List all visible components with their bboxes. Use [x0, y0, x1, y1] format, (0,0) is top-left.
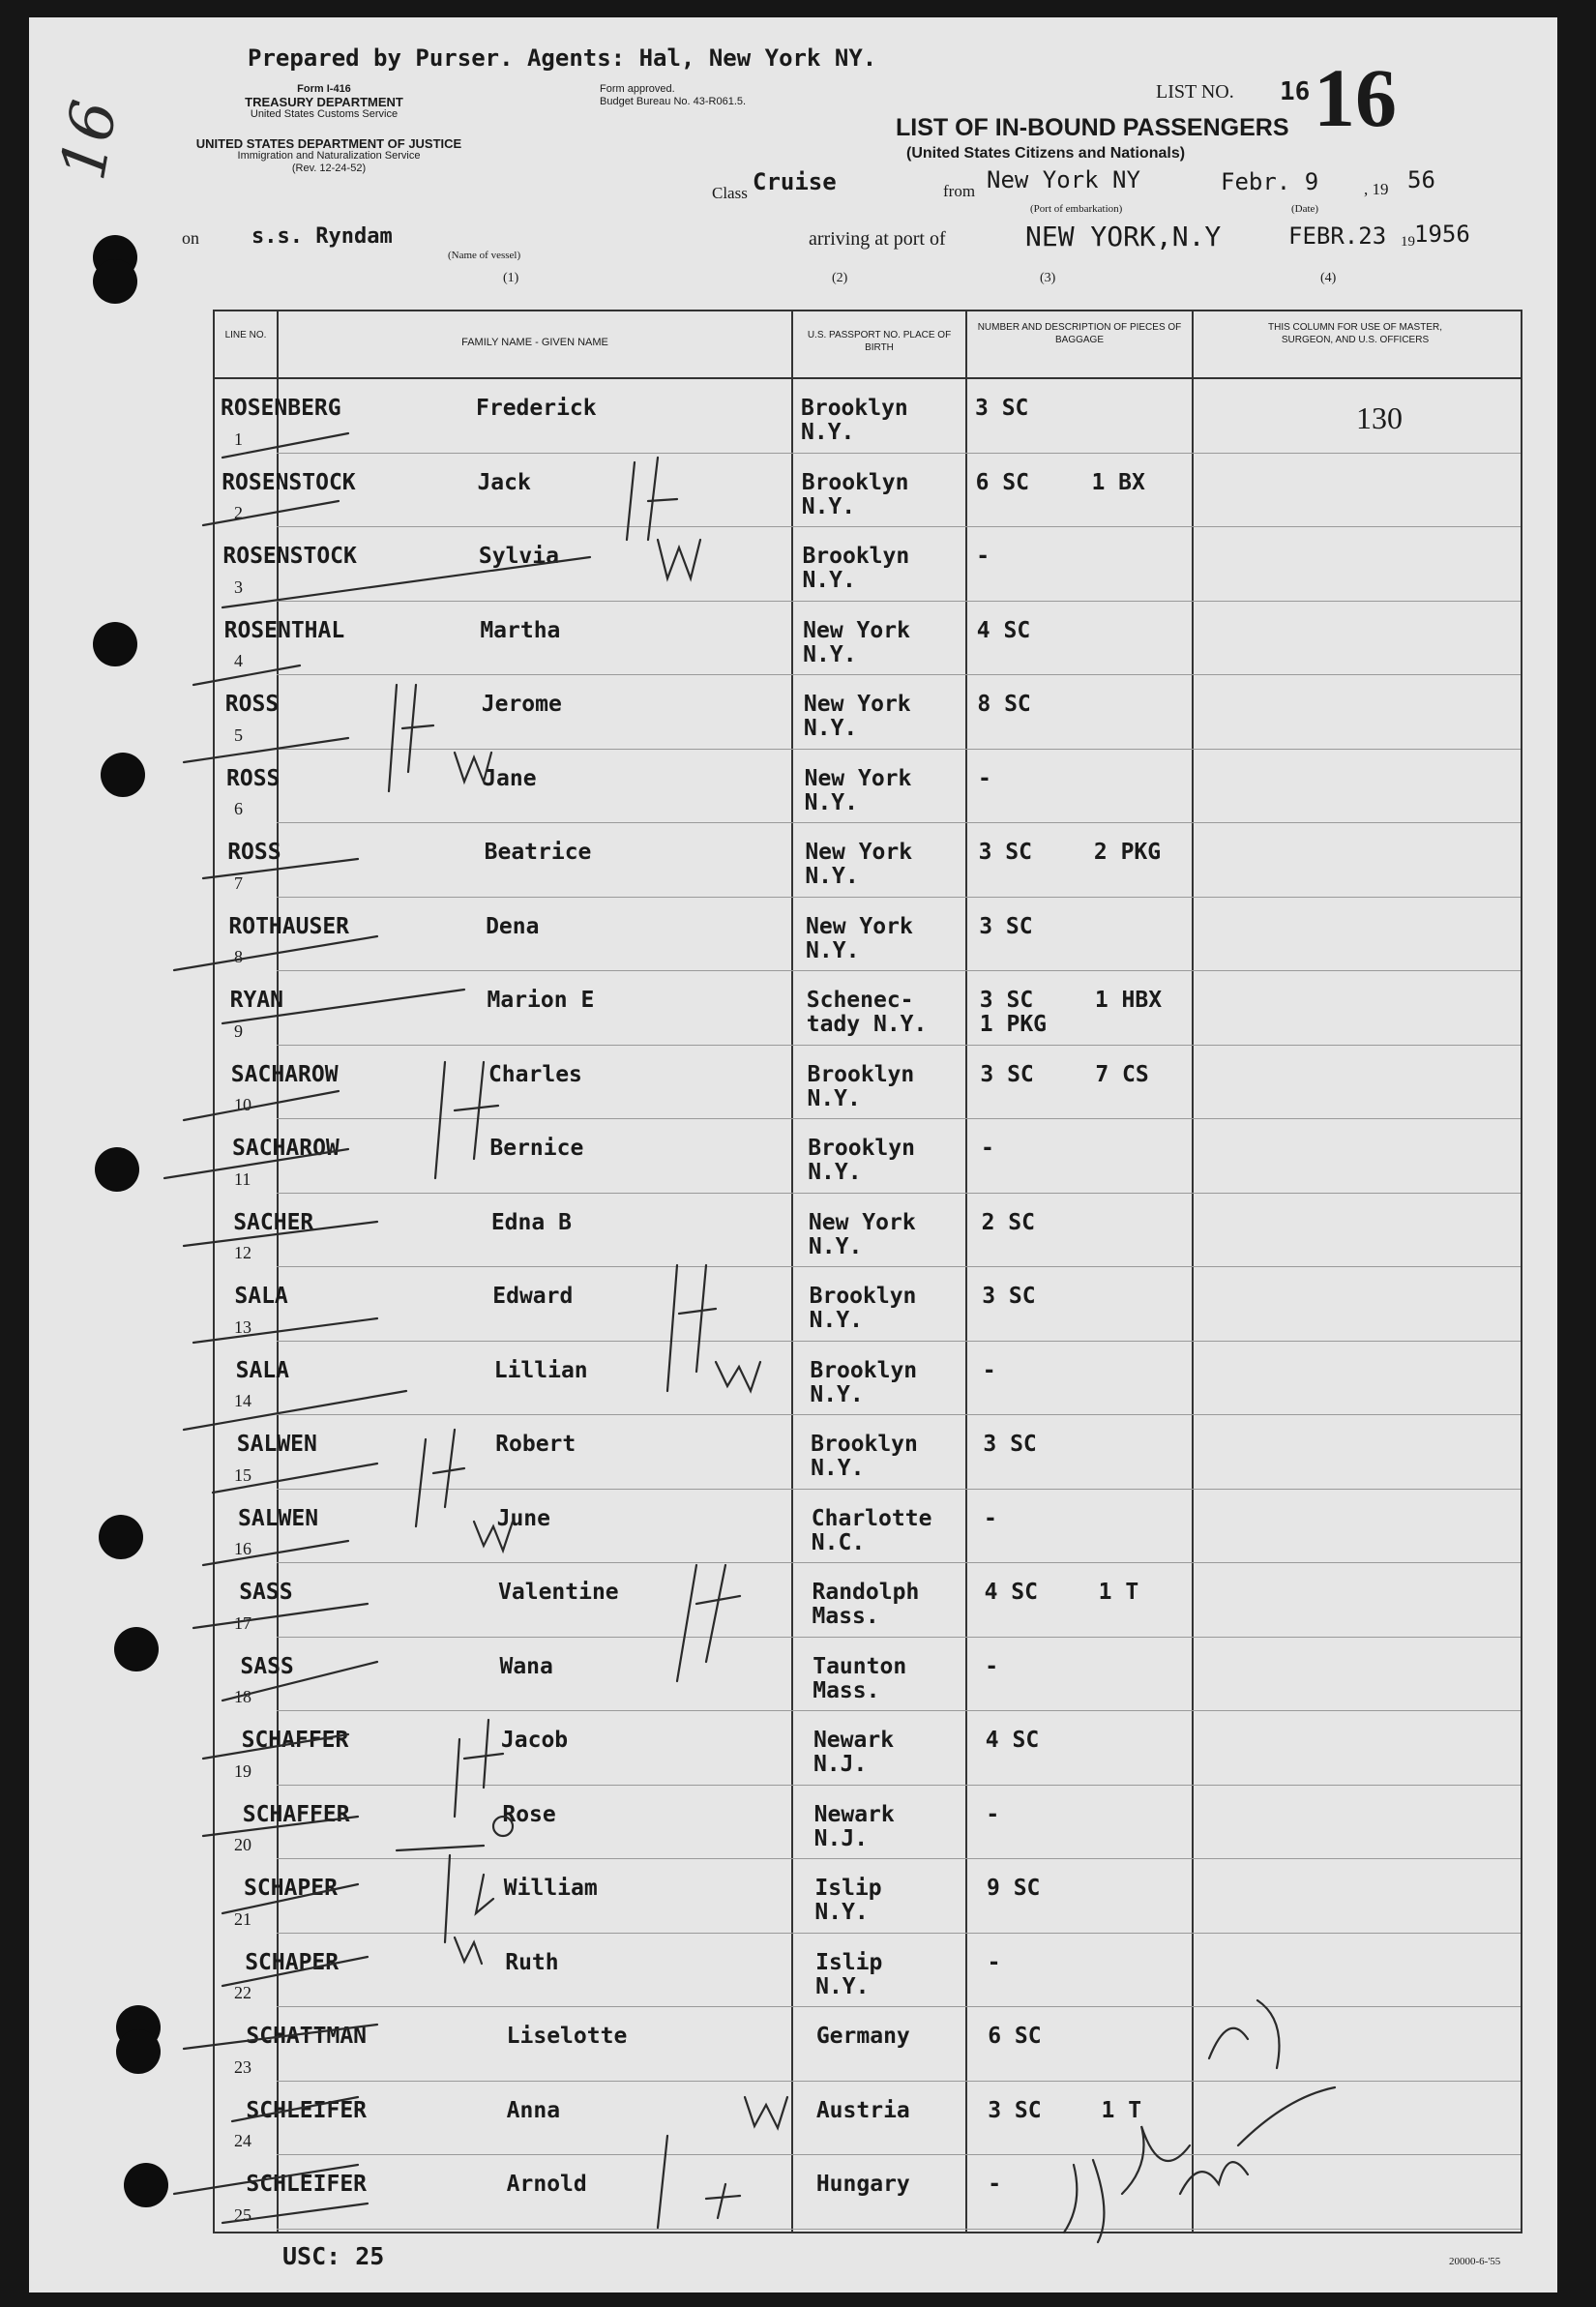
place-of-birth-line2: N.Y.: [808, 1233, 863, 1259]
port-embarkation-caption: (Port of embarkation): [1030, 203, 1123, 215]
place-of-birth-line2: N.Y.: [801, 493, 856, 519]
place-of-birth-line2: Mass.: [812, 1604, 879, 1629]
line-number: 11: [234, 1168, 251, 1189]
family-name: SALWEN: [238, 1505, 319, 1531]
family-name: SALWEN: [236, 1432, 317, 1457]
baggage-count: 3 SC: [983, 1432, 1037, 1457]
form-revision: (Rev. 12-24-52): [291, 163, 367, 174]
given-name: Jacob: [500, 1728, 569, 1753]
place-of-birth-line2: N.Y.: [811, 1456, 865, 1481]
arrival-year-prefix: 19: [1401, 234, 1415, 250]
baggage-count: 3 SC: [982, 1284, 1036, 1309]
given-name: June: [496, 1505, 550, 1531]
family-name: SASS: [240, 1653, 294, 1679]
line-number: 18: [234, 1687, 251, 1706]
family-name: SCHATTMAN: [246, 2024, 368, 2049]
place-of-birth: New York: [805, 840, 913, 865]
baggage-extra: 1 BX: [1091, 469, 1145, 495]
family-name: SALA: [234, 1284, 288, 1309]
baggage-count: 3 SC: [979, 988, 1034, 1013]
arrival-port: NEW YORK,N.Y: [1025, 221, 1222, 252]
binder-hole: [93, 622, 137, 666]
departure-date: Febr. 9: [1221, 168, 1319, 195]
baggage-count: 6 SC: [988, 2024, 1042, 2049]
place-of-birth-line2: N.Y.: [814, 1900, 869, 1925]
given-name: Bernice: [489, 1136, 584, 1161]
binder-hole: [101, 753, 145, 797]
place-of-birth: Charlotte: [811, 1505, 932, 1531]
print-code: 20000-6-'55: [1449, 2256, 1501, 2267]
form-subtitle: (United States Citizens and Nationals): [906, 145, 1186, 162]
given-name: Martha: [480, 617, 561, 643]
line-number: 5: [234, 725, 243, 745]
baggage-count: 2 SC: [981, 1209, 1035, 1235]
col-num-1: (1): [503, 271, 519, 285]
place-of-birth: New York: [804, 765, 912, 791]
family-name: ROSS: [224, 692, 280, 717]
place-of-birth: New York: [806, 913, 913, 939]
binder-hole: [114, 1627, 159, 1671]
place-of-birth: Islip: [814, 1876, 882, 1901]
place-of-birth: New York: [803, 617, 910, 643]
family-name: SACHER: [233, 1209, 314, 1235]
place-of-birth-line2: N.Y.: [803, 641, 857, 667]
baggage-extra: 1 T: [1101, 2097, 1142, 2123]
place-of-birth-line2: N.Y.: [815, 1973, 870, 1999]
baggage-count: 3 SC: [988, 2097, 1042, 2123]
place-of-birth: Randolph: [812, 1580, 920, 1605]
line-number: 14: [234, 1391, 251, 1410]
line-number: 12: [234, 1243, 251, 1262]
place-of-birth-line2: N.C.: [811, 1529, 866, 1555]
manifest-sheet: [29, 17, 1557, 2292]
treasury-dept: TREASURY DEPARTMENT: [245, 95, 403, 109]
on-label: on: [182, 228, 199, 248]
justice-dept: UNITED STATES DEPARTMENT OF JUSTICE: [195, 136, 462, 151]
line-number: 9: [234, 1020, 243, 1041]
place-of-birth-line2: N.Y.: [807, 1085, 861, 1111]
place-of-birth: Brooklyn: [809, 1284, 917, 1309]
arrival-year: 1956: [1414, 221, 1470, 248]
line-number: 23: [234, 2056, 251, 2077]
family-name: SASS: [239, 1580, 293, 1605]
handwritten-marks: [29, 17, 1557, 2292]
prepared-by: Prepared by Purser. Agents: Hal, New York NY.: [248, 44, 877, 72]
line-number: 10: [234, 1095, 251, 1114]
place-of-birth: Brooklyn: [801, 396, 908, 421]
col-num-3: (3): [1040, 271, 1056, 285]
place-of-birth: Newark: [813, 1801, 895, 1827]
binder-hole: [99, 1515, 143, 1559]
given-name: Jane: [483, 765, 537, 791]
line-number: 17: [234, 1612, 251, 1633]
list-no-typed: 16: [1280, 77, 1311, 106]
family-name: SCHLEIFER: [246, 2172, 368, 2197]
place-of-birth: Austria: [815, 2097, 910, 2123]
line-number: 15: [234, 1464, 251, 1485]
place-of-birth: Brooklyn: [801, 469, 909, 495]
line-number: 13: [234, 1316, 251, 1337]
baggage-count: 3 SC: [980, 1061, 1034, 1087]
baggage-count: -: [982, 1357, 996, 1383]
family-name: SACHAROW: [230, 1061, 339, 1087]
given-name: Edward: [492, 1284, 574, 1309]
list-no-label: LIST NO.: [1156, 81, 1234, 103]
handwritten-margin-number: 16: [47, 95, 133, 186]
col-header-line-no: LINE NO.: [224, 330, 267, 340]
given-name: Arnold: [506, 2172, 587, 2197]
line-number: 24: [234, 2131, 251, 2150]
baggage-count: 3 SC: [979, 913, 1033, 939]
baggage-extra: 1 HBX: [1094, 988, 1163, 1013]
baggage-count: 3 SC: [978, 840, 1032, 865]
place-of-birth-line2: N.Y.: [805, 864, 859, 889]
given-name: Wana: [499, 1653, 553, 1679]
baggage-count: 9 SC: [987, 1876, 1041, 1901]
form-title: LIST OF IN-BOUND PASSENGERS: [896, 114, 1289, 141]
list-no-stamp: 16: [1314, 51, 1397, 144]
given-name: Liselotte: [506, 2024, 628, 2049]
col-header-passport: U.S. PASSPORT NO. PLACE OF BIRTH: [807, 330, 952, 353]
family-name: SCHAFFER: [242, 1801, 350, 1827]
officer-note: 130: [1356, 400, 1403, 435]
line-number: 19: [234, 1760, 251, 1781]
baggage-count: -: [976, 544, 990, 569]
baggage-count: 8 SC: [977, 692, 1031, 717]
place-of-birth: Schenec-: [806, 988, 914, 1013]
line-number: 21: [234, 1908, 251, 1929]
place-of-birth: Brooklyn: [810, 1357, 918, 1383]
family-name: ROSENSTOCK: [222, 469, 356, 495]
given-name: Ruth: [505, 1949, 559, 1975]
family-name: SALA: [235, 1357, 289, 1383]
line-number: 4: [234, 651, 243, 670]
baggage-count: -: [987, 1949, 1001, 1975]
place-of-birth: Brooklyn: [808, 1136, 915, 1161]
given-name: Dena: [486, 913, 540, 939]
usc-total: USC: 25: [282, 2242, 385, 2270]
from-value: New York NY: [987, 166, 1140, 193]
given-name: Sylvia: [478, 544, 559, 569]
baggage-count: -: [986, 1801, 1000, 1827]
given-name: Jack: [477, 469, 531, 495]
baggage-extra: 7 CS: [1095, 1061, 1149, 1087]
baggage-count: -: [981, 1136, 994, 1161]
vessel-caption: (Name of vessel): [448, 250, 521, 261]
baggage-count: 3 SC: [975, 396, 1029, 421]
baggage-count: -: [988, 2172, 1002, 2197]
col-header-baggage: NUMBER AND DESCRIPTION OF PIECES OF BAGGAGE: [977, 322, 1182, 345]
line-number: 6: [234, 799, 243, 818]
binder-hole: [116, 2029, 161, 2074]
given-name: Edna B: [490, 1209, 572, 1235]
given-name: Jerome: [481, 692, 562, 717]
place-of-birth: Newark: [813, 1728, 895, 1753]
given-name: Anna: [506, 2097, 561, 2123]
vessel-name: s.s. Ryndam: [251, 224, 393, 249]
place-of-birth-line2: N.Y.: [810, 1381, 864, 1407]
given-name: Lillian: [493, 1357, 588, 1383]
family-name: ROSENSTOCK: [222, 544, 357, 569]
family-name: ROSS: [226, 765, 281, 791]
customs-service: United States Customs Service: [250, 108, 399, 120]
class-label: Class: [712, 184, 748, 202]
family-name: ROSS: [227, 840, 281, 865]
departure-year: 56: [1407, 166, 1435, 193]
place-of-birth: New York: [808, 1209, 916, 1235]
place-of-birth: Germany: [815, 2024, 910, 2049]
binder-hole: [124, 2163, 168, 2207]
baggage-count: 4 SC: [985, 1728, 1040, 1753]
given-name: Frederick: [476, 396, 597, 421]
given-name: Marion E: [487, 988, 595, 1013]
given-name: Robert: [495, 1432, 576, 1457]
baggage-count: -: [978, 765, 991, 791]
place-of-birth-line2: tady N.Y.: [806, 1012, 928, 1037]
given-name: Charles: [488, 1061, 582, 1087]
place-of-birth-line2: N.J.: [813, 1752, 868, 1777]
form-number: Form I-416: [297, 83, 351, 95]
binder-hole: [95, 1147, 139, 1192]
departure-date-sep: , 19: [1364, 180, 1389, 198]
col-num-4: (4): [1320, 271, 1337, 285]
family-name: ROSENBERG: [221, 396, 341, 421]
baggage-count: -: [985, 1653, 999, 1679]
baggage-count: 6 SC: [975, 469, 1029, 495]
baggage-extra: 2 PKG: [1093, 840, 1162, 865]
line-number: 16: [234, 1539, 251, 1558]
family-name: ROTHAUSER: [228, 913, 350, 939]
line-number: 20: [234, 1835, 251, 1854]
place-of-birth: New York: [803, 692, 911, 717]
place-of-birth-line2: N.Y.: [804, 789, 858, 815]
place-of-birth-line2: N.Y.: [802, 568, 856, 593]
line-number: 2: [234, 503, 243, 522]
line-number: 3: [234, 577, 243, 597]
given-name: William: [503, 1876, 598, 1901]
from-label: from: [943, 182, 976, 200]
place-of-birth: Brooklyn: [802, 544, 910, 569]
place-of-birth: Hungary: [815, 2172, 910, 2197]
place-of-birth: Taunton: [813, 1653, 907, 1679]
family-name: SCHAPER: [244, 1876, 338, 1901]
place-of-birth: Islip: [815, 1949, 883, 1975]
family-name: SACHAROW: [232, 1136, 340, 1161]
baggage-extra: 1 T: [1098, 1580, 1139, 1605]
family-name: RYAN: [229, 988, 283, 1013]
baggage-count: 4 SC: [984, 1580, 1038, 1605]
baggage-count-line2: 1 PKG: [979, 1012, 1048, 1037]
form-approved: Form approved.: [600, 83, 675, 95]
place-of-birth: Brooklyn: [811, 1432, 918, 1457]
date-caption: (Date): [1291, 203, 1319, 215]
given-name: Valentine: [498, 1580, 619, 1605]
line-number: 1: [234, 429, 243, 449]
line-number: 7: [234, 873, 243, 893]
col-num-2: (2): [832, 271, 848, 285]
given-name: Rose: [502, 1801, 556, 1827]
family-name: SCHLEIFER: [246, 2097, 368, 2123]
baggage-count: 4 SC: [976, 617, 1031, 643]
line-number: 8: [234, 947, 243, 966]
family-name: SCHAPER: [245, 1949, 340, 1975]
place-of-birth-line2: N.Y.: [808, 1160, 862, 1185]
place-of-birth: Brooklyn: [807, 1061, 915, 1087]
place-of-birth-line2: N.Y.: [806, 937, 860, 963]
place-of-birth-line2: N.Y.: [803, 716, 858, 741]
class-value: Cruise: [753, 168, 837, 195]
line-number: 22: [234, 1983, 251, 2002]
place-of-birth-line2: Mass.: [813, 1677, 880, 1703]
family-name: ROSENTHAL: [223, 617, 345, 643]
ins-service: Immigration and Naturalization Service: [237, 150, 421, 162]
line-number: 25: [234, 2204, 251, 2225]
arrival-date: FEBR.23: [1288, 222, 1387, 250]
place-of-birth-line2: N.Y.: [801, 420, 855, 445]
family-name: SCHAFFER: [241, 1728, 349, 1753]
col-header-officers: THIS COLUMN FOR USE OF MASTER, SURGEON, AND U.S. OFFICERS: [1267, 322, 1442, 345]
arriving-label: arriving at port of: [809, 228, 946, 250]
place-of-birth-line2: N.J.: [813, 1825, 869, 1851]
budget-bureau: Budget Bureau No. 43-R061.5.: [600, 96, 747, 107]
place-of-birth-line2: N.Y.: [809, 1308, 864, 1333]
given-name: Beatrice: [484, 840, 592, 865]
binder-hole: [93, 259, 137, 304]
baggage-count: -: [984, 1505, 997, 1531]
col-header-name: FAMILY NAME - GIVEN NAME: [461, 337, 608, 348]
